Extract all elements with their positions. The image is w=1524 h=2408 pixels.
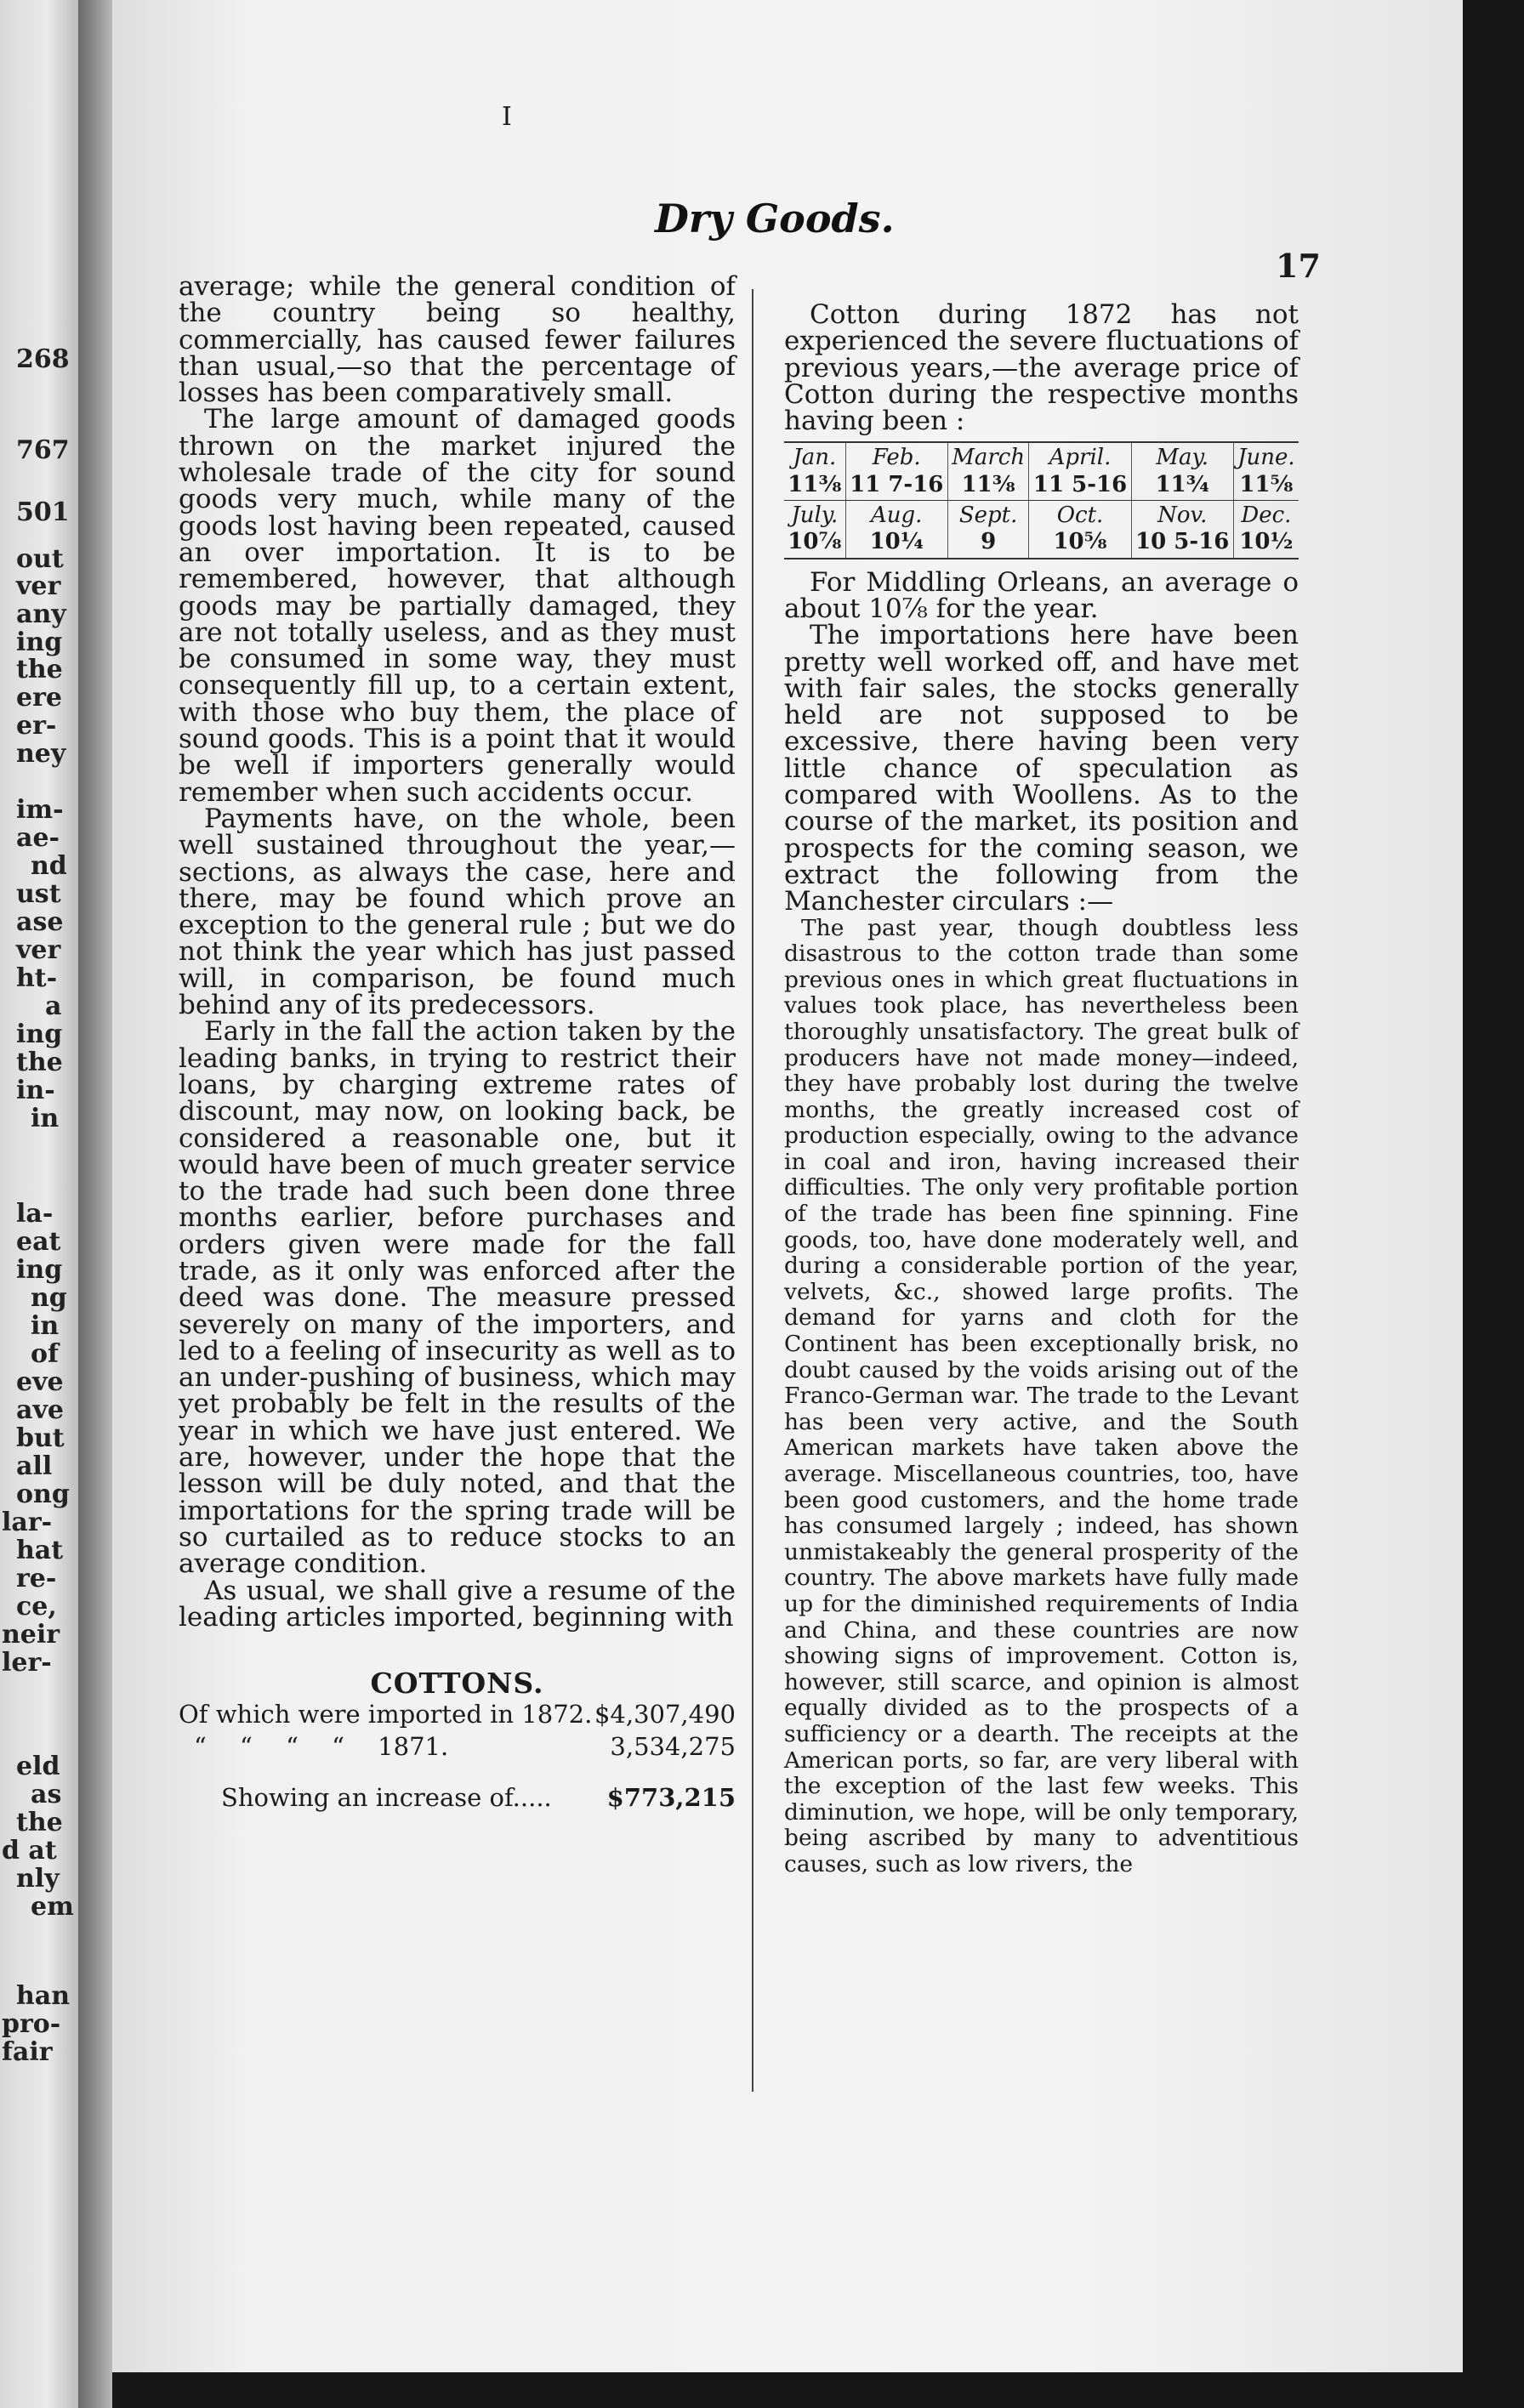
edge-text-fragment: ver	[16, 935, 61, 965]
edge-text-fragment: em	[31, 1892, 74, 1922]
edge-text-fragment: ong	[16, 1479, 70, 1509]
edge-text-fragment: all	[16, 1451, 53, 1481]
section-heading: COTTONS.	[370, 1667, 544, 1701]
price-table-cell	[947, 442, 1029, 500]
edge-text-fragment: hat	[16, 1536, 64, 1565]
edge-text-fragment: 767	[16, 435, 70, 465]
edge-text-fragment: ler-	[2, 1648, 52, 1678]
edge-text-fragment: in	[31, 1311, 60, 1341]
imports-value: 3,534,275	[610, 1732, 736, 1762]
imports-figures	[179, 1698, 736, 1763]
price-table-cell	[784, 501, 845, 559]
edge-text-fragment: ust	[16, 879, 61, 909]
price-table-row	[784, 501, 1299, 559]
month-label: May.	[1156, 445, 1209, 471]
edge-text-fragment: pro-	[2, 2009, 61, 2039]
price-table-cell	[784, 442, 845, 500]
paragraph: average; while the general condition of the country being so healthy, commercially, has caused fewer failures than usual,—so that the percentage of losses has been comparatively small.	[179, 271, 736, 409]
edge-text-fragment: ney	[16, 739, 66, 769]
edge-text-fragment: ere	[16, 683, 62, 713]
edge-text-fragment: in	[31, 1104, 60, 1133]
month-label: Sept.	[958, 503, 1018, 529]
left-column	[179, 271, 736, 1813]
edge-text-fragment: 268	[16, 344, 70, 374]
edge-text-fragment: ase	[16, 907, 64, 937]
paragraph: As usual, we shall give a resume of the leading articles imported, beginning with	[179, 1575, 736, 1633]
price-table-cell	[845, 442, 947, 500]
edge-text-fragment: er-	[16, 711, 57, 741]
month-label: Dec.	[1241, 503, 1292, 529]
top-mark: I	[502, 102, 512, 132]
price-table-row	[784, 442, 1299, 500]
price-table-cell	[1131, 442, 1233, 500]
edge-text-fragment: but	[16, 1423, 65, 1453]
price-value: 11⅜	[788, 471, 842, 497]
edge-text-fragment: as	[31, 1780, 62, 1809]
edge-text-fragment: ave	[16, 1395, 64, 1425]
edge-text-fragment: nly	[16, 1864, 60, 1894]
price-value: 11 5-16	[1032, 471, 1128, 497]
price-table-cell	[1029, 442, 1131, 500]
imports-label: Of which were imported in 1872.	[179, 1700, 593, 1729]
month-label: March	[952, 445, 1026, 471]
edge-text-fragment: a	[45, 991, 62, 1021]
price-table-cell	[1233, 501, 1299, 559]
edge-text-fragment: out	[16, 544, 64, 574]
page-number: 17	[1276, 247, 1321, 285]
price-value: 11 7-16	[850, 471, 944, 497]
price-value: 10⅞	[788, 529, 842, 555]
paragraph: The large amount of damaged goods thrown on the market injured the wholesale trade of the city for sound goods very much, while many of the goods lost having been repeated, caused an over importation. It is to be remembered, however, that although goods may be partially damaged, they are not totally useless, and as they must be consumed in some way, they must consequently fill up, to a certain extent, with those who buy them, the place of sound goods. This is a point that it would be well if importers generally would remember when such accidents occur.	[179, 404, 736, 808]
price-value: 10 5-16	[1135, 529, 1230, 555]
edge-text-fragment: ht-	[16, 963, 58, 993]
price-table-cell	[1131, 501, 1233, 559]
paragraph: Payments have, on the whole, been well sustained throughout the year,—sections, as always the case, here and there, may be found which prove an exception to the general rule ; but we do not think the year which has just passed will, in comparison, be found much behind any of its predecessors.	[179, 803, 736, 1021]
edge-text-fragment: d at	[2, 1836, 57, 1866]
edge-text-fragment: ing	[16, 1019, 63, 1049]
price-value: 11⅝	[1239, 471, 1294, 497]
edge-text-fragment: ing	[16, 628, 63, 657]
edge-text-fragment: han	[16, 1981, 71, 2011]
imports-row	[179, 1698, 736, 1730]
edge-text-fragment: ing	[16, 1255, 63, 1285]
paragraph: For Middling Orleans, an average o about 10⅞ for the year.	[784, 566, 1299, 624]
edge-text-fragment: 501	[16, 497, 70, 527]
paragraph: The importations here have been pretty well worked off, and have met with fair sales, the stocks generally held are not supposed to be excessive, there having been very little chance of speculation as compared with Woollens. As to the course of the market, its position and prospects for the coming season, we extract the following from the Manchester circulars :—	[784, 620, 1299, 917]
edge-text-fragment: la-	[16, 1199, 54, 1229]
price-value: 11⅜	[961, 471, 1015, 497]
edge-text-fragment: ver	[16, 571, 61, 601]
edge-text-fragment: ce,	[16, 1592, 57, 1621]
increase-value: $773,215	[606, 1783, 736, 1813]
month-label: Jan.	[793, 445, 837, 471]
increase-line	[179, 1785, 736, 1811]
price-table-cell	[947, 501, 1029, 559]
book-gutter	[78, 0, 112, 2408]
price-value: 10¼	[869, 529, 924, 555]
previous-page-text	[0, 34, 78, 2245]
month-label: July.	[791, 503, 839, 529]
month-label: Feb.	[872, 445, 921, 471]
edge-text-fragment: of	[31, 1339, 59, 1369]
price-value: 10⅝	[1053, 529, 1107, 555]
month-label: June.	[1237, 445, 1295, 471]
price-table-cell	[1029, 501, 1131, 559]
increase-label: Showing an increase of.....	[221, 1783, 552, 1813]
column-divider	[752, 289, 753, 2092]
price-table-cell	[845, 501, 947, 559]
cotton-price-table	[784, 441, 1299, 559]
price-table-cell	[1233, 442, 1299, 500]
edge-text-fragment: eld	[16, 1752, 60, 1781]
imports-row	[179, 1730, 736, 1763]
edge-text-fragment: in-	[16, 1076, 55, 1105]
imports-label: “ “ “ “ 1871.	[194, 1732, 449, 1762]
price-value: 10½	[1239, 529, 1294, 555]
month-label: April.	[1049, 445, 1112, 471]
month-label: Nov.	[1157, 503, 1208, 529]
edge-text-fragment: neir	[2, 1620, 60, 1650]
edge-text-fragment: the	[16, 655, 63, 684]
edge-text-fragment: any	[16, 599, 66, 629]
edge-text-fragment: eat	[16, 1227, 61, 1257]
edge-text-fragment: the	[16, 1048, 63, 1077]
edge-text-fragment: the	[16, 1808, 63, 1837]
running-header: Dry Goods.	[655, 196, 895, 241]
edge-text-fragment: ae-	[16, 823, 60, 853]
imports-value: $4,307,490	[594, 1700, 736, 1729]
edge-text-fragment: ng	[31, 1283, 67, 1313]
paragraph: Cotton during 1872 has not experienced the severe fluctuations of previous years,—the average price of Cotton during the respective months having been :	[784, 299, 1299, 437]
paragraph: Early in the fall the action taken by the leading banks, in trying to restrict their loans, by charging extreme rates of discount, may now, on looking back, be considered a reasonable one, but it would have been of much greater service to the trade had such been done three months earlier, before purchases and orders given were made for the fall trade, as it only was enforced after the deed was done. The measure pressed severely on many of the importers, and led to a feeling of insecurity as well as to an under-pushing of business, which may yet probably be felt in the results of the year in which we have just entered. We are, however, under the hope that the lesson will be duly noted, and that the importations for the spring trade will be so curtailed as to reduce stocks to an average condition.	[179, 1016, 736, 1580]
month-label: Oct.	[1056, 503, 1104, 529]
edge-text-fragment: re-	[16, 1564, 57, 1593]
price-value: 9	[981, 529, 997, 555]
edge-text-fragment: lar-	[2, 1508, 53, 1537]
manchester-circular-quote: The past year, though doubtless less disastrous to the cotton trade than some previous ones in which great fluctuations in values took place, has nevertheless been thoroughly unsatisfactory. The great bulk of producers have not made money—indeed, they have probably lost during the twelve months, the greatly increased cost of production especially, owing to the advance in coal and iron, having increased their difficulties. The only very profitable portion of the trade has been fine spinning. Fine goods, too, have done moderately well, and during a considerable portion of the year, velvets, &c., showed large profits. The demand for yarns and cloth for the Continent has been exceptionally brisk, no doubt caused by the voids arising out of the Franco-German war. The trade to the Levant has been very active, and the South American markets have taken above the average. Miscellaneous countries, too, have been good customers, and the home trade has consumed largely ; indeed, has shown unmistakeably the general prosperity of the country. The above markets have fully made up for the diminished requirements of India and China, and these countries are now showing signs of improvement. Cotton is, however, still scarce, and opinion is almost equally divided as to the prospects of a sufficiency or a dearth. The receipts at the American ports, so far, are very liberal with the exception of the last few weeks. This diminution, we hope, will be only temporary, being ascribed by many to adventitious causes, such as low rivers, the	[784, 914, 1299, 1877]
price-value: 11¾	[1155, 471, 1209, 497]
month-label: Aug.	[871, 503, 923, 529]
edge-text-fragment: nd	[31, 851, 67, 881]
edge-text-fragment: eve	[16, 1367, 64, 1397]
edge-text-fragment: im-	[16, 795, 64, 825]
right-column	[784, 299, 1299, 1878]
edge-text-fragment: fair	[2, 2037, 53, 2067]
